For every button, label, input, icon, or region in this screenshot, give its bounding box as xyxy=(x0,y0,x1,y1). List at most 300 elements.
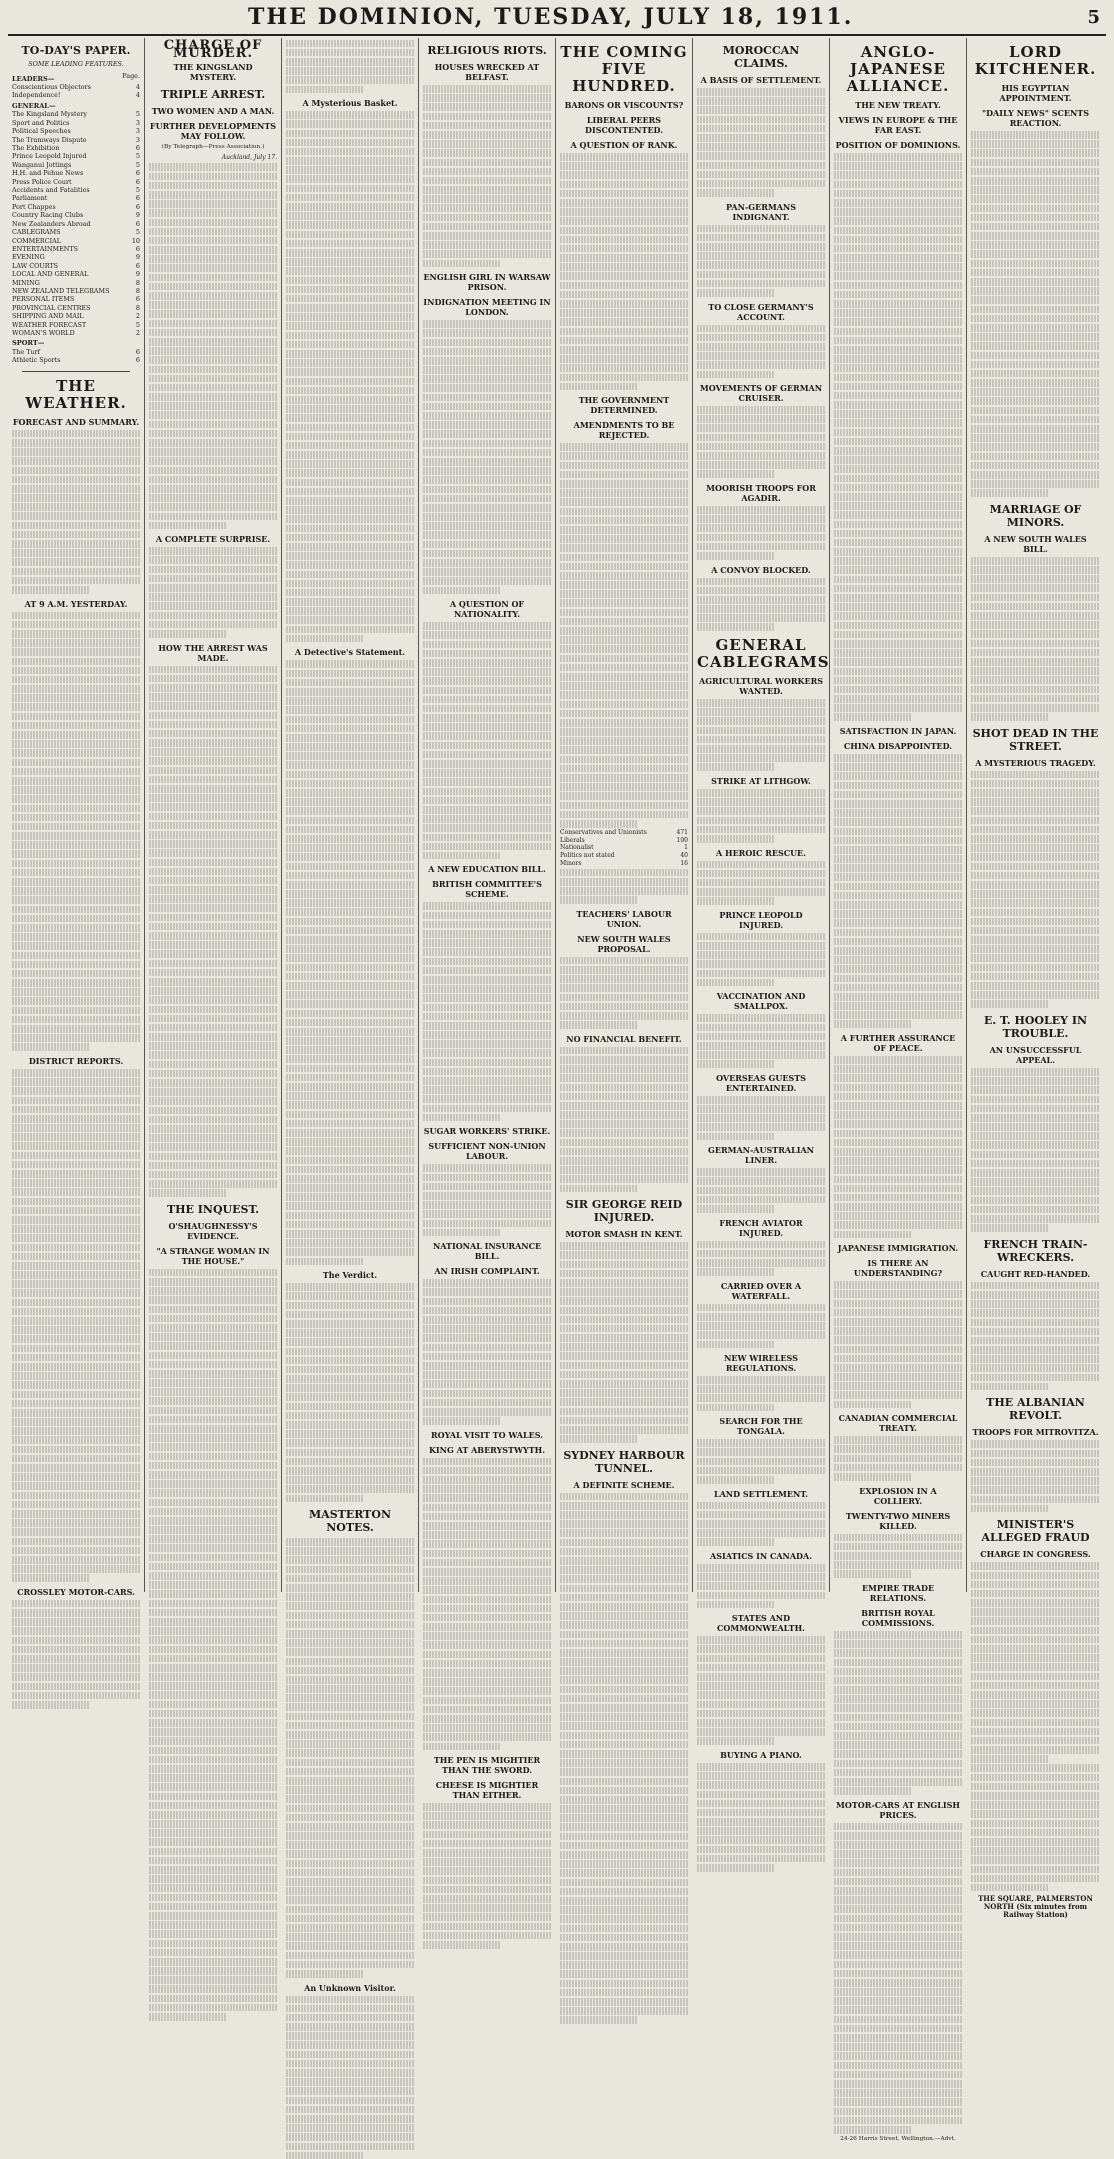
text-line xyxy=(149,246,277,254)
text-line xyxy=(971,397,1100,405)
canadian-text xyxy=(834,1436,962,1480)
toc-sport-label: SPORT— xyxy=(12,340,140,348)
arrest-text xyxy=(149,666,277,1197)
text-line xyxy=(286,1694,414,1702)
text-line xyxy=(834,993,962,1001)
toc-row-label: Political Speeches xyxy=(12,127,71,135)
table-row xyxy=(560,844,688,852)
text-line xyxy=(423,622,551,630)
text-line xyxy=(834,1065,962,1073)
text-line xyxy=(149,457,277,465)
text-line xyxy=(286,368,414,376)
text-line xyxy=(286,1896,414,1904)
text-line xyxy=(560,1502,688,1510)
text-line xyxy=(286,1292,414,1300)
text-line xyxy=(560,1998,688,2006)
table-row xyxy=(560,837,688,845)
text-line xyxy=(423,1114,500,1122)
text-line xyxy=(560,1686,688,1694)
text-line xyxy=(149,1015,277,1023)
text-line xyxy=(12,970,140,978)
text-line xyxy=(149,932,277,940)
text-line xyxy=(149,1107,277,1115)
tongala-text xyxy=(697,1439,825,1483)
text-line xyxy=(834,1750,962,1758)
todays-paper-sub: SOME LEADING FEATURES. xyxy=(12,61,140,69)
text-line xyxy=(12,1308,140,1316)
text-line xyxy=(971,1866,1100,1874)
text-line xyxy=(560,263,688,271)
text-line xyxy=(423,1164,551,1172)
text-line xyxy=(423,852,500,860)
text-line xyxy=(423,912,551,920)
text-line xyxy=(560,1869,688,1877)
text-line xyxy=(149,320,277,328)
text-line xyxy=(834,1355,962,1363)
text-line xyxy=(971,1086,1100,1094)
text-line xyxy=(149,1793,277,1801)
text-line xyxy=(423,320,551,328)
text-line xyxy=(971,991,1100,999)
text-line xyxy=(12,1627,140,1635)
toc-row-label: H.H. and Pehue News xyxy=(12,169,83,177)
text-line xyxy=(971,370,1100,378)
text-line xyxy=(560,1120,688,1128)
text-line xyxy=(286,561,414,569)
toc-row xyxy=(12,203,140,211)
toc-row-page: 3 xyxy=(136,119,140,127)
text-line xyxy=(423,1334,551,1342)
text-line xyxy=(149,1664,277,1672)
text-line xyxy=(149,1425,277,1433)
text-line xyxy=(286,982,414,990)
text-line xyxy=(834,704,962,712)
text-line xyxy=(12,1473,140,1481)
text-line xyxy=(286,1055,414,1063)
text-line xyxy=(697,1133,774,1141)
cruiser-text xyxy=(697,406,825,478)
text-line xyxy=(286,414,414,422)
text-line xyxy=(834,419,962,427)
text-line xyxy=(834,622,962,630)
text-line xyxy=(149,310,277,318)
text-line xyxy=(834,1020,911,1028)
text-line xyxy=(12,860,140,868)
column-8 xyxy=(967,38,1104,1592)
education-heading: A NEW EDUCATION BILL. xyxy=(423,864,551,874)
text-line xyxy=(971,1645,1100,1653)
text-line xyxy=(560,1148,688,1156)
text-line xyxy=(149,163,277,171)
district-text xyxy=(12,1069,140,1582)
toc-row-page: 10 xyxy=(132,237,140,245)
text-line xyxy=(286,2124,414,2132)
empire-trade-heading: EMPIRE TRADE RELATIONS. xyxy=(834,1583,962,1603)
text-line xyxy=(423,339,551,347)
text-line xyxy=(149,1600,277,1608)
text-line xyxy=(834,1570,911,1578)
text-line xyxy=(286,322,414,330)
text-line xyxy=(423,467,551,475)
text-line xyxy=(971,872,1100,880)
text-line xyxy=(971,890,1100,898)
toc-row-page: 6 xyxy=(136,295,140,303)
text-line xyxy=(834,438,962,446)
text-line xyxy=(286,881,414,889)
text-line xyxy=(971,713,1048,721)
toc-row xyxy=(12,161,140,169)
text-line xyxy=(423,1013,551,1021)
toc-row-label: SHIPPING AND MAIL xyxy=(12,312,84,320)
fraud-heading: MINISTER'S ALLEGED FRAUD xyxy=(971,1518,1100,1544)
text-line xyxy=(697,552,774,560)
text-line xyxy=(286,2041,414,2049)
text-line xyxy=(423,976,551,984)
text-line xyxy=(834,892,962,900)
text-line xyxy=(971,471,1100,479)
masterton-heading: MASTERTON NOTES. xyxy=(286,1508,414,1534)
text-line xyxy=(12,1225,140,1233)
text-line xyxy=(834,1445,962,1453)
text-line xyxy=(286,433,414,441)
text-line xyxy=(971,1755,1048,1763)
text-line xyxy=(834,236,962,244)
text-line xyxy=(12,1574,89,1582)
text-line xyxy=(971,1505,1048,1513)
text-line xyxy=(423,223,551,231)
toc-row-page: 6 xyxy=(136,194,140,202)
text-line xyxy=(834,1231,911,1239)
text-line xyxy=(834,2080,962,2088)
text-line xyxy=(286,148,414,156)
text-line xyxy=(697,708,825,716)
text-line xyxy=(971,807,1100,815)
text-line xyxy=(12,1455,140,1463)
text-line xyxy=(149,173,277,181)
text-line xyxy=(149,1361,277,1369)
text-line xyxy=(423,1660,551,1668)
text-line xyxy=(971,603,1100,611)
text-line xyxy=(149,1535,277,1543)
text-line xyxy=(834,763,962,771)
text-line xyxy=(12,1692,140,1700)
text-line xyxy=(560,1435,637,1443)
text-line xyxy=(12,906,140,914)
text-line xyxy=(834,1832,962,1840)
text-line xyxy=(149,1636,277,1644)
text-line xyxy=(697,1502,825,1510)
convoy-heading: A CONVOY BLOCKED. xyxy=(697,565,825,575)
toc-row-label: WEATHER FORECAST xyxy=(12,321,86,329)
text-line xyxy=(697,125,825,133)
text-line xyxy=(560,896,637,904)
text-line xyxy=(149,1682,277,1690)
text-line xyxy=(971,278,1100,286)
text-line xyxy=(971,584,1100,592)
text-line xyxy=(697,1187,825,1195)
text-line xyxy=(697,415,825,423)
text-line xyxy=(423,177,551,185)
text-line xyxy=(697,879,825,887)
text-line xyxy=(286,1120,414,1128)
text-line xyxy=(12,1391,140,1399)
text-line xyxy=(12,1007,140,1015)
text-line xyxy=(286,76,414,84)
text-line xyxy=(149,1884,277,1892)
text-line xyxy=(834,947,962,955)
text-line xyxy=(560,1925,688,1933)
verdict-heading: The Verdict. xyxy=(286,1270,414,1280)
text-line xyxy=(286,1942,414,1950)
text-line xyxy=(12,841,140,849)
text-line xyxy=(286,1933,414,1941)
text-line xyxy=(560,1934,688,1942)
minors-text xyxy=(971,557,1100,721)
text-line xyxy=(834,984,962,992)
states-text xyxy=(697,1636,825,1745)
text-line xyxy=(149,730,277,738)
immigration-heading: JAPANESE IMMIGRATION. xyxy=(834,1243,962,1253)
visitor-text xyxy=(286,1996,414,2159)
text-line xyxy=(286,706,414,714)
text-line xyxy=(834,1185,962,1193)
canadian-heading: CANADIAN COMMERCIAL TREATY. xyxy=(834,1413,962,1433)
text-line xyxy=(697,352,825,360)
text-line xyxy=(834,410,962,418)
text-line xyxy=(149,1443,277,1451)
text-line xyxy=(149,1921,277,1929)
text-line xyxy=(971,1459,1100,1467)
text-line xyxy=(834,254,962,262)
text-line xyxy=(12,1646,140,1654)
text-line xyxy=(286,1621,414,1629)
text-line xyxy=(971,1440,1100,1448)
text-line xyxy=(149,1747,277,1755)
text-line xyxy=(149,402,277,410)
text-line xyxy=(560,1906,688,1914)
text-line xyxy=(286,716,414,724)
toc-row xyxy=(12,194,140,202)
text-line xyxy=(971,1282,1100,1290)
text-line xyxy=(286,1065,414,1073)
text-line xyxy=(834,1281,962,1289)
text-line xyxy=(423,714,551,722)
text-line xyxy=(697,406,825,414)
weather-text xyxy=(12,430,140,594)
text-line xyxy=(560,1288,688,1296)
text-line xyxy=(423,687,551,695)
text-line xyxy=(286,1283,414,1291)
text-line xyxy=(834,227,962,235)
text-line xyxy=(149,868,277,876)
text-line xyxy=(149,1811,277,1819)
text-line xyxy=(286,616,414,624)
text-line xyxy=(560,1594,688,1602)
text-line xyxy=(149,411,277,419)
text-line xyxy=(423,921,551,929)
text-line xyxy=(423,204,551,212)
text-line xyxy=(286,1485,414,1493)
text-line xyxy=(834,1336,962,1344)
district-heading: DISTRICT REPORTS. xyxy=(12,1056,140,1066)
text-line xyxy=(697,1205,774,1213)
cruiser-heading: MOVEMENTS OF GERMAN CRUISER. xyxy=(697,383,825,403)
text-line xyxy=(12,1547,140,1555)
text-line xyxy=(286,157,414,165)
text-line xyxy=(560,1398,688,1406)
text-line xyxy=(423,1803,551,1811)
text-line xyxy=(423,1540,551,1548)
text-line xyxy=(423,1201,551,1209)
weather-sub: FORECAST AND SUMMARY. xyxy=(12,417,140,427)
text-line xyxy=(149,1489,277,1497)
text-line xyxy=(423,1715,551,1723)
text-line xyxy=(286,1759,414,1767)
text-line xyxy=(971,1810,1100,1818)
hooley-heading: E. T. HOOLEY IN TROUBLE. xyxy=(971,1014,1100,1040)
text-line xyxy=(971,241,1100,249)
text-line xyxy=(834,883,962,891)
text-line xyxy=(971,1673,1100,1681)
text-line xyxy=(149,1116,277,1124)
aviator-text xyxy=(697,1241,825,1276)
text-line xyxy=(286,2106,414,2114)
text-line xyxy=(286,1832,414,1840)
text-line xyxy=(971,1328,1100,1336)
text-line xyxy=(12,1618,140,1626)
text-line xyxy=(286,1630,414,1638)
text-line xyxy=(971,1829,1100,1837)
text-line xyxy=(286,166,414,174)
toc-row-page: 3 xyxy=(136,136,140,144)
text-line xyxy=(149,448,277,456)
text-line xyxy=(286,1740,414,1748)
text-line xyxy=(697,252,825,260)
definite-heading: A DEFINITE SCHEME. xyxy=(560,1480,688,1490)
text-line xyxy=(286,1658,414,1666)
text-line xyxy=(12,1078,140,1086)
text-line xyxy=(12,494,140,502)
text-line xyxy=(149,1544,277,1552)
text-line xyxy=(560,1970,688,1978)
toc-row xyxy=(12,356,140,364)
text-line xyxy=(149,849,277,857)
text-line xyxy=(12,1664,140,1672)
text-line xyxy=(834,594,962,602)
text-line xyxy=(697,1268,774,1276)
text-line xyxy=(971,1309,1100,1317)
royal-visit-text xyxy=(423,1458,551,1750)
text-line xyxy=(286,688,414,696)
text-line xyxy=(834,1300,962,1308)
text-line xyxy=(12,1565,140,1573)
text-line xyxy=(697,1259,825,1267)
text-line xyxy=(971,168,1100,176)
text-line xyxy=(834,1659,962,1667)
text-line xyxy=(423,1678,551,1686)
text-line xyxy=(560,2016,637,2024)
text-line xyxy=(12,768,140,776)
text-line xyxy=(834,1002,962,1010)
text-line xyxy=(697,1836,825,1844)
satisfaction-heading: SATISFACTION IN JAPAN. xyxy=(834,726,962,736)
text-line xyxy=(697,434,825,442)
text-line xyxy=(697,243,825,251)
text-line xyxy=(12,1216,140,1224)
text-line xyxy=(834,975,962,983)
text-line xyxy=(149,1554,277,1562)
text-line xyxy=(697,717,825,725)
text-line xyxy=(697,1573,825,1581)
text-line xyxy=(12,1673,140,1681)
text-line xyxy=(697,343,825,351)
text-line xyxy=(286,807,414,815)
text-line xyxy=(560,655,688,663)
text-line xyxy=(834,217,962,225)
text-line xyxy=(149,914,277,922)
text-line xyxy=(971,1627,1100,1635)
text-line xyxy=(149,1673,277,1681)
empire-trade-text xyxy=(834,1631,962,1795)
strange-woman-heading: "A STRANGE WOMAN IN THE HOUSE." xyxy=(149,1246,277,1266)
text-line xyxy=(560,1557,688,1565)
text-line xyxy=(286,387,414,395)
text-line xyxy=(834,1640,962,1648)
text-line xyxy=(971,826,1100,834)
text-line xyxy=(286,1311,414,1319)
table-cell-label: Nationalist xyxy=(560,844,594,852)
text-line xyxy=(423,1467,551,1475)
text-line xyxy=(560,171,688,179)
text-line xyxy=(423,1288,551,1296)
text-line xyxy=(560,190,688,198)
text-line xyxy=(560,1065,688,1073)
text-line xyxy=(149,476,277,484)
indignation-heading: INDIGNATION MEETING IN LONDON. xyxy=(423,297,551,317)
text-line xyxy=(971,1468,1100,1476)
text-line xyxy=(12,648,140,656)
text-line xyxy=(560,1667,688,1675)
text-line xyxy=(12,1354,140,1362)
toc-row-label: EVENING xyxy=(12,253,45,261)
text-line xyxy=(423,412,551,420)
text-line xyxy=(697,942,825,950)
text-line xyxy=(834,1056,962,1064)
text-line xyxy=(697,97,825,105)
text-line xyxy=(149,1269,277,1277)
text-line xyxy=(697,1636,825,1644)
toc-row xyxy=(12,144,140,152)
text-line xyxy=(697,587,825,595)
text-line xyxy=(12,1409,140,1417)
text-line xyxy=(149,1088,277,1096)
text-line xyxy=(834,1933,962,1941)
text-line xyxy=(423,824,551,832)
text-line xyxy=(286,313,414,321)
murder-heading: CHARGE OF MURDER. xyxy=(149,42,277,57)
text-line xyxy=(971,260,1100,268)
text-line xyxy=(286,525,414,533)
liberal-peers-heading: LIBERAL PEERS DISCONTENTED. xyxy=(560,115,688,135)
text-line xyxy=(834,1850,962,1858)
text-line xyxy=(286,203,414,211)
toc-row-label: Accidents and Fatalities xyxy=(12,186,90,194)
text-line xyxy=(834,566,962,574)
text-line xyxy=(286,221,414,229)
text-line xyxy=(12,694,140,702)
peace-text xyxy=(834,1056,962,1238)
text-line xyxy=(286,1074,414,1082)
